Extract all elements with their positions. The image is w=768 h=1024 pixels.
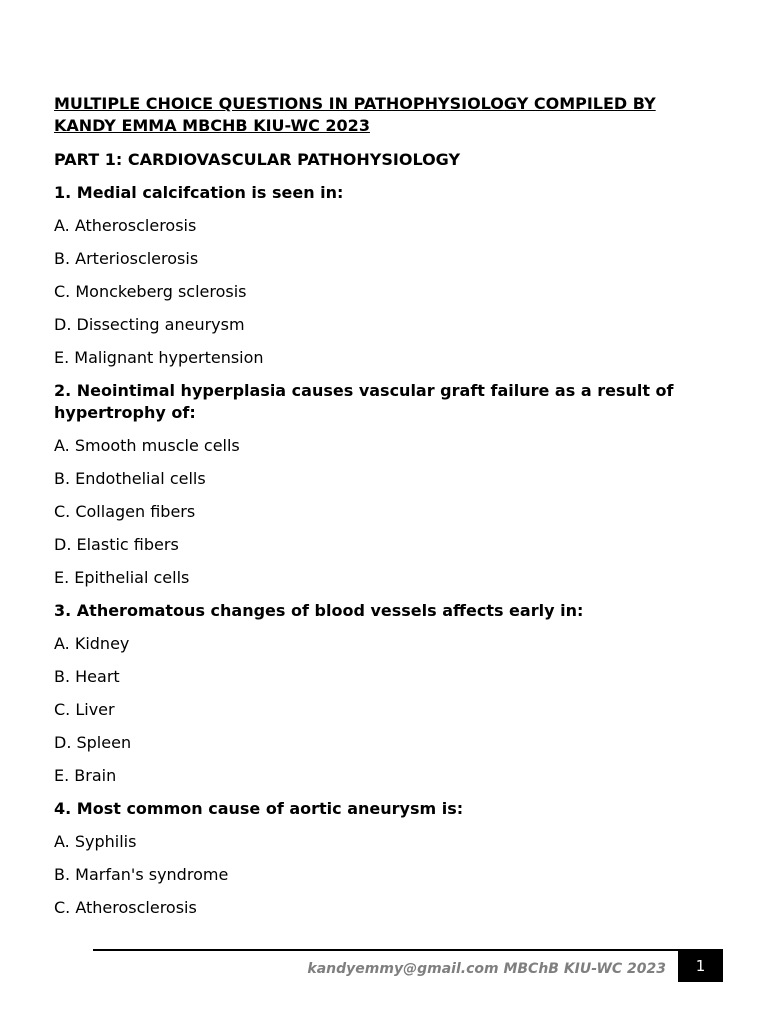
answer-option: C. Monckeberg sclerosis [54,282,247,301]
question-1: 1. Medial calcifcation is seen in: [54,183,344,202]
answer-option: C. Atherosclerosis [54,898,197,917]
answer-option: D. Elastic fibers [54,535,179,554]
question-3: 3. Atheromatous changes of blood vessels affects early in: [54,601,584,620]
answer-option: D. Dissecting aneurysm [54,315,245,334]
answer-option: E. Epithelial cells [54,568,190,587]
answer-option: B. Endothelial cells [54,469,206,488]
footer-text: kandyemmy@gmail.com MBChB KIU-WC 2023 [307,961,666,977]
answer-option: B. Arteriosclerosis [54,249,199,268]
answer-option: C. Collagen fibers [54,502,196,521]
answer-option: B. Heart [54,667,120,686]
answer-option: A. Syphilis [54,832,137,851]
document-title: MULTIPLE CHOICE QUESTIONS IN PATHOPHYSIOLOGY COMPILED BY KANDY EMMA MBCHB KIU-WC 2023 [54,94,656,135]
answer-option: A. Atherosclerosis [54,216,197,235]
question-4: 4. Most common cause of aortic aneurysm is: [54,799,464,818]
answer-option: A. Smooth muscle cells [54,436,240,455]
answer-option: E. Brain [54,766,117,785]
answer-option: A. Kidney [54,634,130,653]
answer-option: E. Malignant hypertension [54,348,264,367]
question-list [54,182,714,930]
question-2: 2. Neointimal hyperplasia causes vascular graft failure as a result of hypertrophy of: [54,381,674,422]
footer-divider [93,949,723,951]
page-number: 1 [678,951,723,982]
answer-option: B. Marfan's syndrome [54,865,229,884]
answer-option: C. Liver [54,700,115,719]
part-heading: PART 1: CARDIOVASCULAR PATHOHYSIOLOGY [54,150,461,169]
answer-option: D. Spleen [54,733,132,752]
